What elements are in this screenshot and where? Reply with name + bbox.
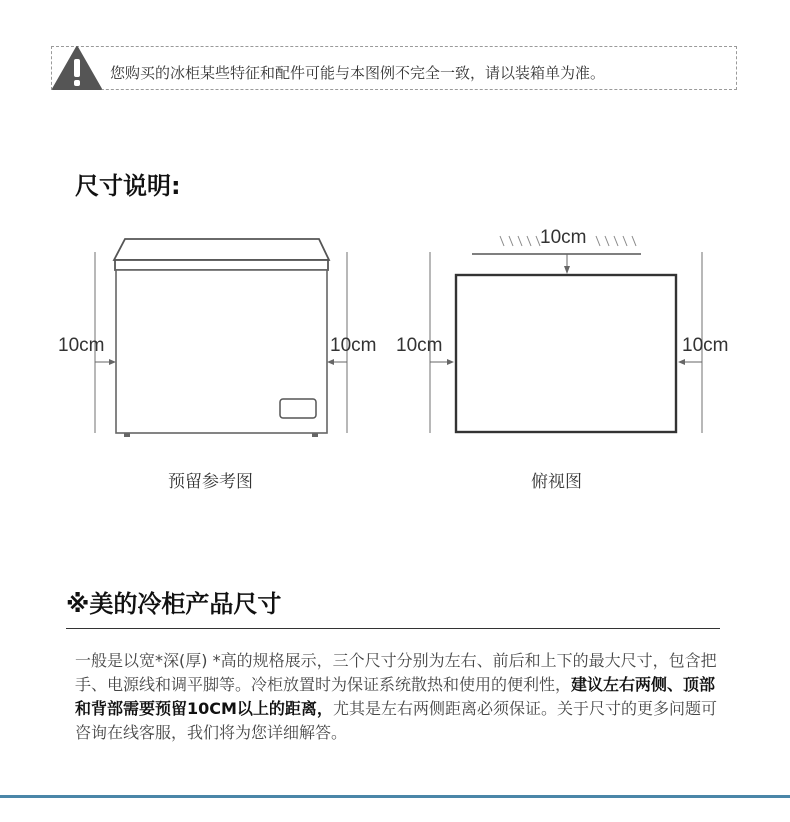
dimensions-title: 尺寸说明: (75, 172, 181, 200)
top-view-diagram (396, 227, 728, 433)
top-left-label: 10cm (396, 335, 443, 356)
front-view-diagram (58, 239, 376, 437)
front-right-label: 10cm (330, 335, 377, 356)
top-right-label: 10cm (682, 335, 729, 356)
paragraph-text-end: 尤其是左右两侧距离必须保证。关于尺寸的更多问题可咨询在线客服，我们将为您详细解答。 (75, 699, 717, 742)
dimensions-paragraph (75, 649, 725, 745)
front-view-caption: 预留参考图 (168, 472, 253, 492)
top-view-caption: 俯视图 (531, 472, 582, 492)
product-dimensions-title: ※美的冷柜产品尺寸 (66, 590, 282, 618)
paragraph-text: 一般是以宽*深(厚) *高的规格展示，三个尺寸分别为左右、前后和上下的最大尺寸，包含把手、电源线和调平脚等。冷柜放置时为保证系统散热和使用的便利性， (75, 651, 717, 694)
front-left-label: 10cm (58, 335, 105, 356)
notice-text: 您购买的冰柜某些特征和配件可能与本图例不完全一致，请以装箱单为准。 (110, 64, 606, 82)
bottom-accent-bar (0, 795, 790, 798)
paragraph-highlight: 建议左右两侧、顶部和背部需要预留10CM以上的距离， (75, 675, 716, 718)
title-divider (66, 628, 720, 629)
top-top-label: 10cm (540, 227, 587, 248)
